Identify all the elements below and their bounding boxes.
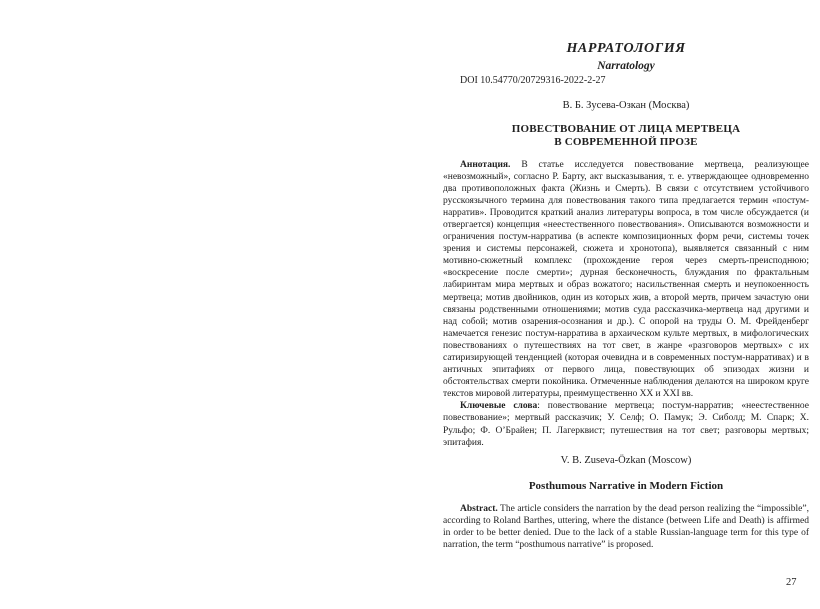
article-page-column: [443, 41, 809, 551]
abstract-en-label: Abstract.: [460, 503, 498, 514]
keywords-ru: [443, 400, 809, 448]
abstract-ru: [443, 159, 809, 401]
author-en: V. B. Zuseva-Özkan (Moscow): [560, 454, 692, 466]
abstract-ru-text: В статье исследуется повествование мертвеца, реализующее «невозможный», согласно Р. Барту, акт высказывания, т. е. утверждающее одновременно два противоположных факта (Жизнь и Смерть). В связи с отсутствием устойчивого русскоязычного термина для повествования такого типа предлагается термин «постум-нарратив». Проводится краткий анализ литературы вопроса, в том числе обсуждается (и отвергается) концепция «неестественного повествования». Описываются возможности и ограничения постум-нарратива (в аспекте композиционных форм речи, системы точек зрения и системы персонажей, сюжета и хронотопа), выявляется связанный с ним мотивно-сюжетный комплекс (прохождение героя через смерть-преисподнюю; «воскресение после смерти»; дурная бесконечность, блуждания по фрактальным лабиринтам мира мертвых и образ вожатого; насильственная смерть и неупокоенность мертвеца; мотив двойников, один из которых жив, а второй мертв, причем зачастую они связаны родственными отношениями; мотив суда рассказчика-мертвеца над другими и над собой; мотив озарения-осознания и др.). С опорой на труды О. М. Фрейденберг намечается генезис постум-нарратива в архаическом культе мертвых, в мифологических повествованиях о путешествиях на тот свет, в жанре «разговоров мертвых» с их сатиризирующей тенденцией (которая очевидна и в современных постум-нарративах) и в античных эпитафиях от первого лица, повествующих об эпизодах жизни и обстоятельствах смерти покойника. Отмеченные наблюдения делаются на широком круге текстов мировой литературы, преимущественно XX и XXI вв.: [443, 159, 809, 400]
journal-rubric-en: Narratology: [597, 60, 655, 72]
author-ru: В. Б. Зусева-Озкан (Москва): [562, 99, 690, 111]
abstract-ru-label: Аннотация.: [460, 159, 511, 170]
keywords-ru-text: : повествование мертвеца; постум-нарратив; «неестественное повествование»; мертвый рассказчик; У. Селф; О. Памук; Э. Сиболд; М. Спарк; Х. Рульфо; Ф. О’Брайен; П. Лагерквист; путешествия на тот свет; разговоры мертвых; эпитафия.: [443, 401, 809, 448]
keywords-ru-label: Ключевые слова: [460, 401, 538, 412]
article-title-en: Posthumous Narrative in Modern Fiction: [528, 479, 724, 492]
abstract-en-text: The article considers the narration by the dead person realizing the “impossible”, according to Roland Barthes, uttering, where the distance (between Life and Death) is affirmed in order to be better denied. Due to the lack of a stable Russian-language term for this type of narration, the term “posthumous narrative” is proposed.: [443, 503, 809, 551]
article-title-ru-line2: В СОВРЕМЕННОЙ ПРОЗЕ: [554, 135, 698, 148]
doi: DOI 10.54770/20729316-2022-2-27: [460, 75, 606, 86]
journal-rubric-ru: НАРРАТОЛОГИЯ: [566, 41, 686, 56]
abstract-en: [443, 503, 809, 551]
article-title-ru-line1: ПОВЕСТВОВАНИЕ ОТ ЛИЦА МЕРТВЕЦА: [511, 122, 741, 135]
page-number: 27: [786, 577, 797, 588]
article-title-ru: [443, 123, 809, 149]
